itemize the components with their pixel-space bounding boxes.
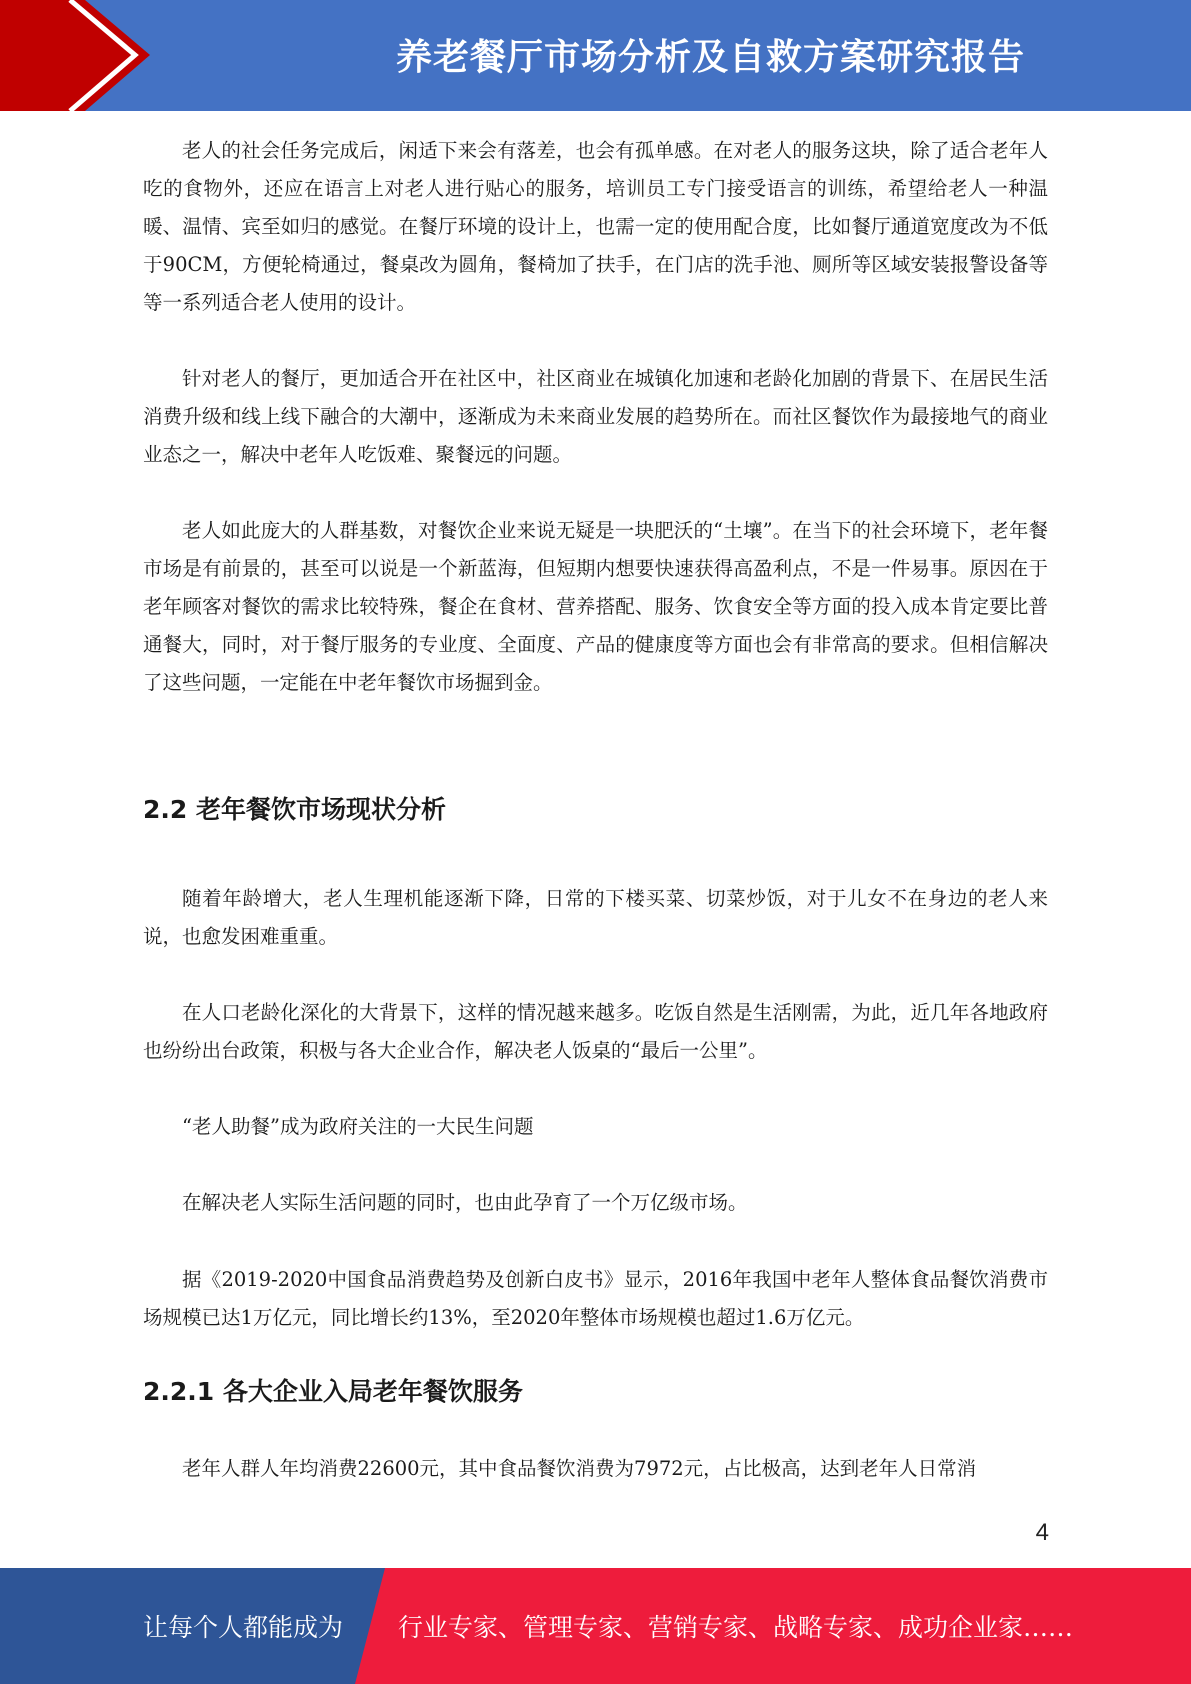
intro-block [143, 132, 1048, 322]
section-2-2-body [143, 1261, 1048, 1337]
page-footer [0, 1568, 1191, 1684]
report-title: 养老餐厅市场分析及自救方案研究报告 [395, 36, 1025, 78]
paragraph: 老人如此庞大的人群基数，对餐饮企业来说无疑是一块肥沃的“土壤”。在当下的社会环境下，老年餐市场是有前景的，甚至可以说是一个新蓝海，但短期内想要快速获得高盈利点，不是一件易事。原因在于老年顾客对餐饮的需求比较特殊，餐企在食材、营养搭配、服务、饮食安全等方面的投入成本肯定要比普通餐大，同时，对于餐厅服务的专业度、全面度、产品的健康度等方面也会有非常高的要求。但相信解决了这些问题，一定能在中老年餐饮市场掘到金。 [143, 519, 1048, 694]
paragraph: 针对老人的餐厅，更加适合开在社区中，社区商业在城镇化加速和老龄化加剧的背景下、在居民生活消费升级和线上线下融合的大潮中，逐渐成为未来商业发展的趋势所在。而社区餐饮作为最接地气的商业业态之一，解决中老年人吃饭难、聚餐远的问题。 [143, 367, 1048, 466]
section-2-2-body [143, 880, 1048, 956]
paragraph: 在人口老龄化深化的大背景下，这样的情况越来越多。吃饭自然是生活刚需，为此，近几年各地政府也纷纷出台政策，积极与各大企业合作，解决老人饭桌的“最后一公里”。 [143, 1001, 1048, 1062]
intro-block [143, 360, 1048, 474]
paragraph: 在解决老人实际生活问题的同时，也由此孕育了一个万亿级市场。 [182, 1191, 748, 1214]
paragraph: 据《2019-2020中国食品消费趋势及创新白皮书》显示，2016年我国中老年人整体食品餐饮消费市场规模已达1万亿元，同比增长约13%，至2020年整体市场规模也超过1.6万亿元。 [143, 1268, 1048, 1329]
section-2-2-body [143, 1184, 1048, 1222]
section-2-2-body [143, 994, 1048, 1070]
section-heading-2-2: 2.2 老年餐饮市场现状分析 [143, 795, 446, 824]
footer-slogan-left: 让每个人都能成为 [143, 1613, 344, 1642]
paragraph: 老人的社会任务完成后，闲适下来会有落差，也会有孤单感。在对老人的服务这块，除了适合老年人吃的食物外，还应在语言上对老人进行贴心的服务，培训员工专门接受语言的训练，希望给老人一种温暖、温情、宾至如归的感觉。在餐厅环境的设计上，也需一定的使用配合度，比如餐厅通道宽度改为不低于90CM，方便轮椅通过，餐桌改为圆角，餐椅加了扶手，在门店的洗手池、厕所等区域安装报警设备等等一系列适合老人使用的设计。 [143, 139, 1048, 314]
section-2-2-body [143, 1108, 1048, 1146]
paragraph: 随着年龄增大，老人生理机能逐渐下降，日常的下楼买菜、切菜炒饭，对于儿女不在身边的老人来说，也愈发困难重重。 [143, 887, 1048, 948]
paragraph: “老人助餐”成为政府关注的一大民生问题 [182, 1115, 534, 1138]
header-red-chevron [0, 0, 150, 111]
section-heading-2-2-1: 2.2.1 各大企业入局老年餐饮服务 [143, 1377, 523, 1406]
page-number: 4 [1035, 1519, 1049, 1546]
footer-slogan-right: 行业专家、管理专家、营销专家、战略专家、成功企业家…… [398, 1613, 1074, 1642]
page-header [0, 0, 1191, 111]
intro-block [143, 512, 1048, 702]
paragraph: 老年人群人年均消费22600元，其中食品餐饮消费为7972元，占比极高，达到老年人日常消 [182, 1457, 977, 1480]
section-2-2-1-body [143, 1450, 1048, 1488]
